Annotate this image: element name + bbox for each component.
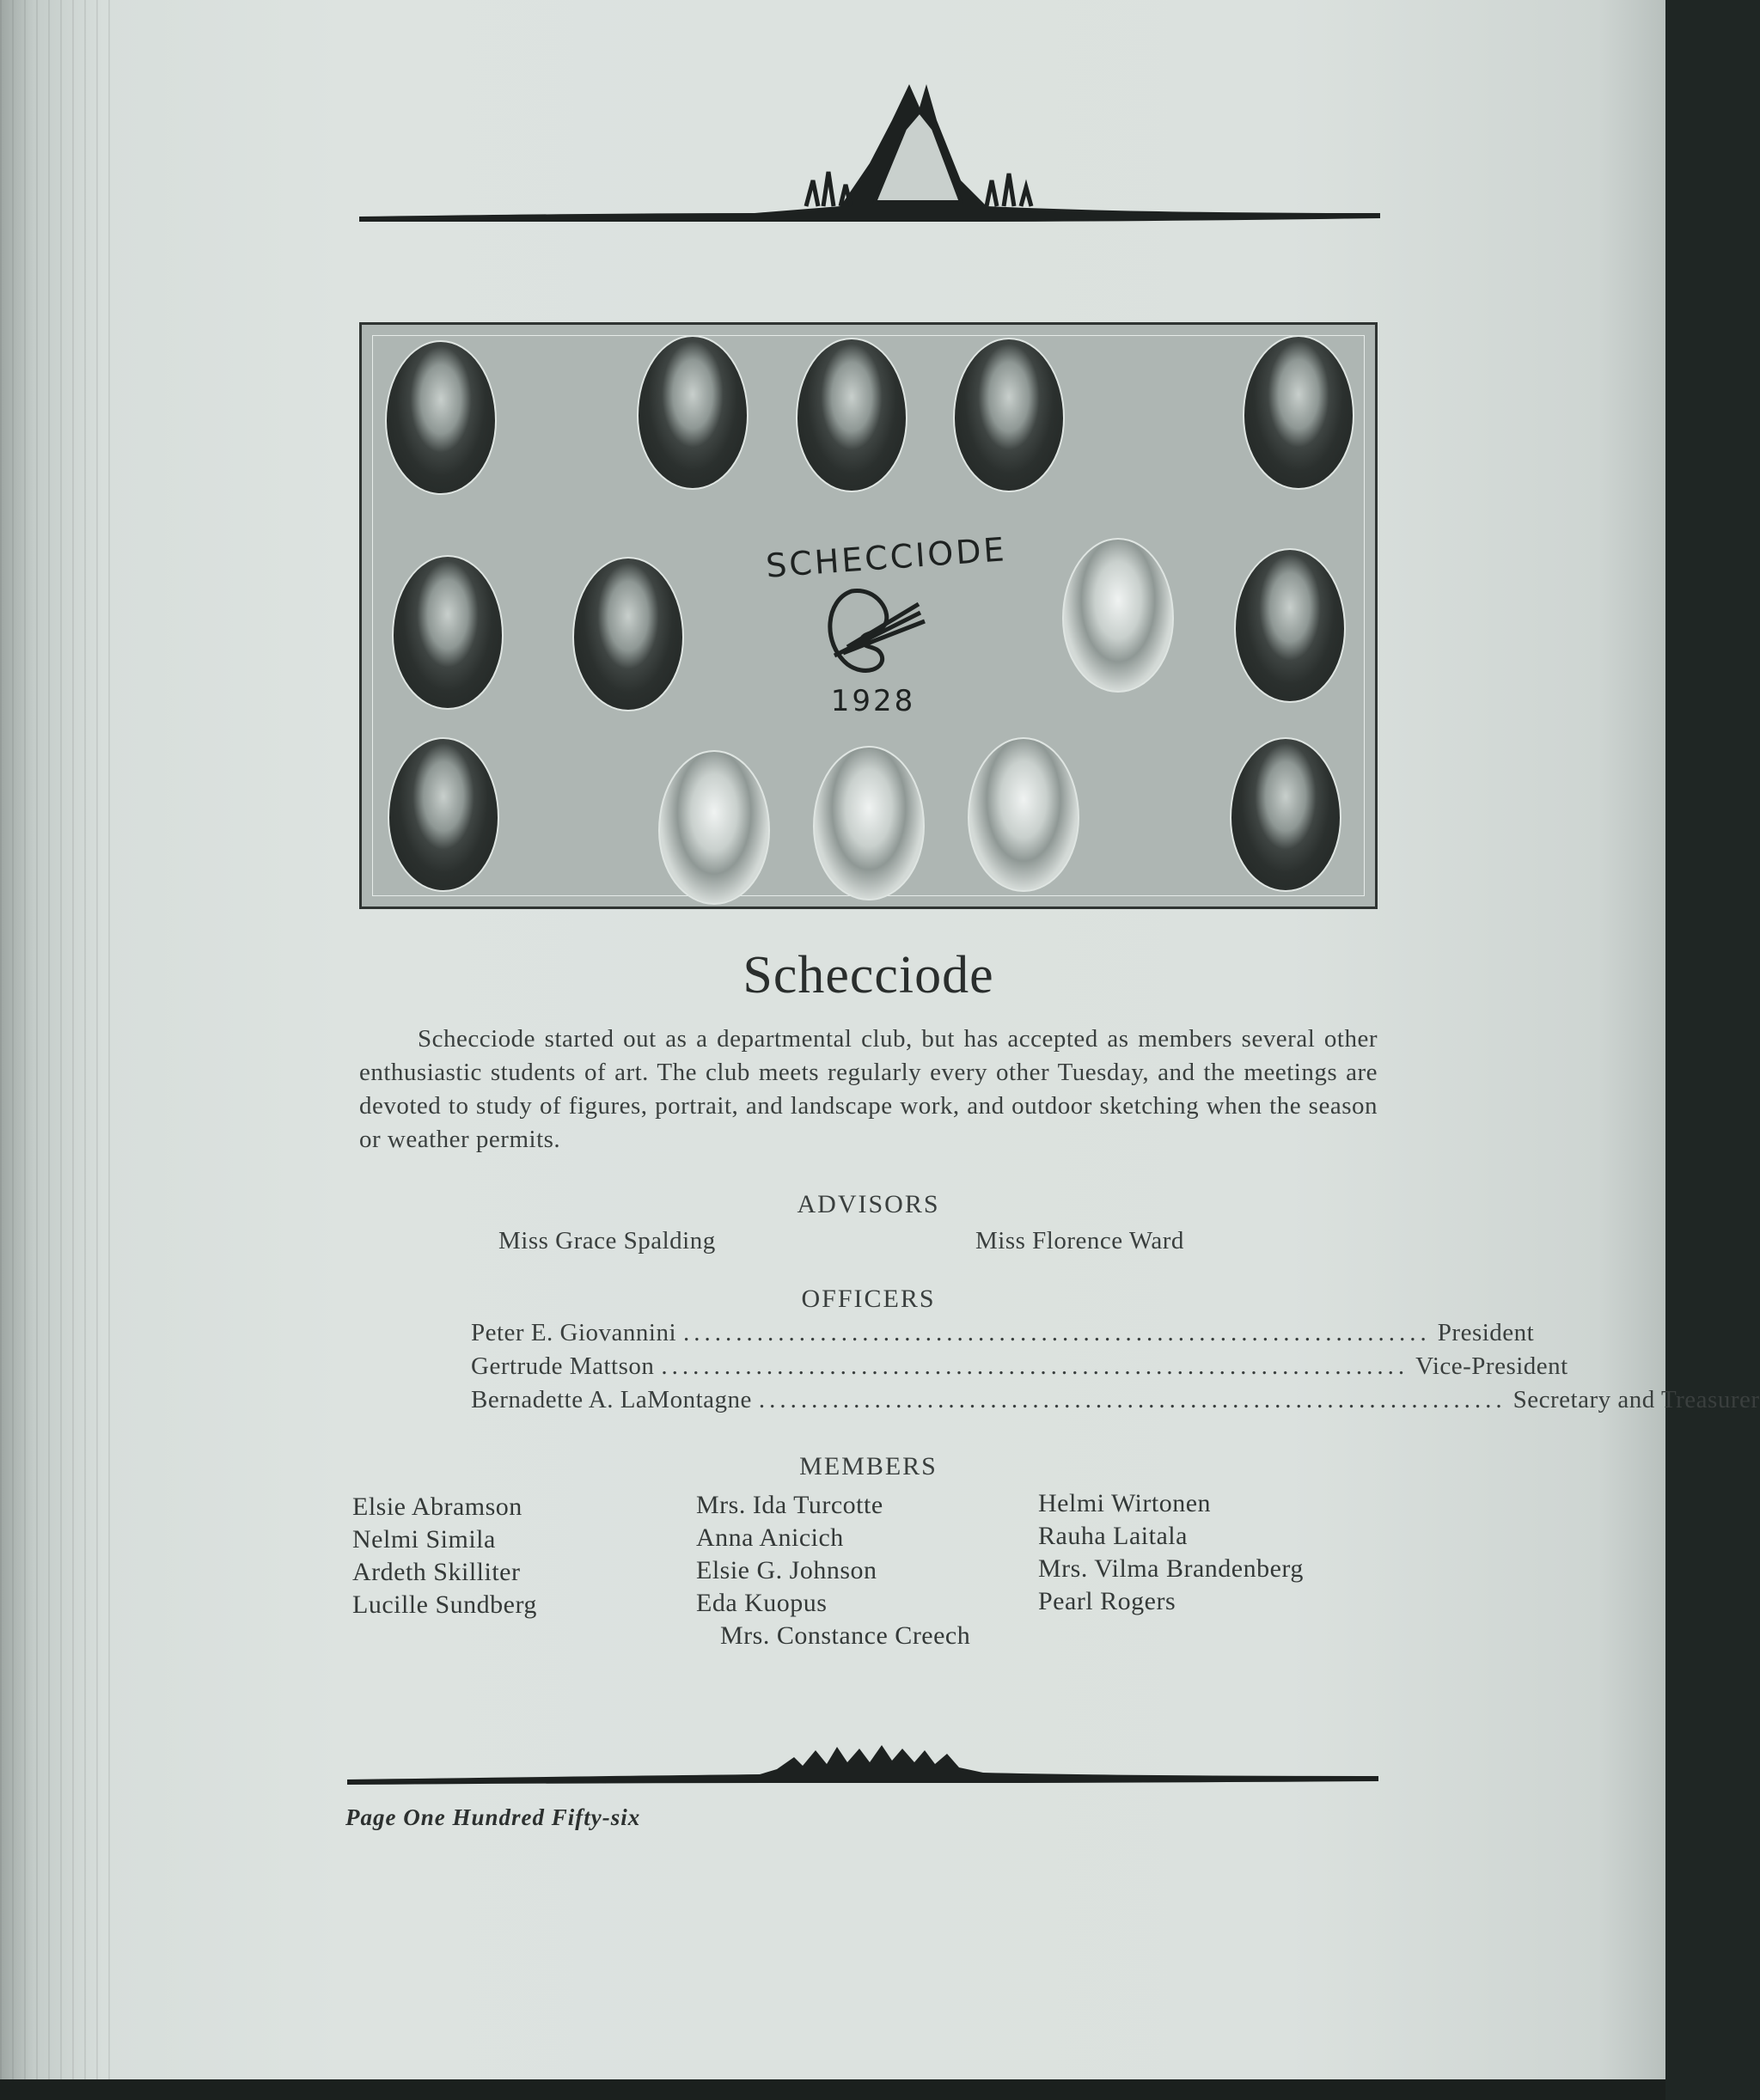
members-column-3 — [1038, 1487, 1304, 1618]
member-name: Nelmi Simila — [352, 1525, 496, 1554]
officer-row — [471, 1352, 1568, 1385]
member-portrait — [813, 746, 925, 900]
member-portrait — [1243, 335, 1354, 490]
member-name: Pearl Rogers — [1038, 1587, 1176, 1615]
advisors-heading: ADVISORS — [797, 1190, 940, 1218]
club-description: Schecciode started out as a departmental club, but has accepted as members several other enthusiastic students of art. The club meets regularly every other Tuesday, and the meetings are devoted to study of figures, portrait, and landscape work, and outdoor sketching when the season or weather permits. — [359, 1025, 1378, 1153]
officer-role: President — [1437, 1319, 1535, 1346]
members-column-2 — [696, 1489, 970, 1652]
member-portrait — [796, 338, 908, 492]
member-name: Rauha Laitala — [1038, 1522, 1188, 1550]
officers-heading: OFFICERS — [801, 1285, 936, 1313]
members-heading: MEMBERS — [799, 1452, 938, 1480]
member-portrait — [392, 555, 504, 710]
member-name: Elsie G. Johnson — [696, 1556, 877, 1584]
officer-row — [471, 1386, 1760, 1419]
page-title: Schecciode — [742, 946, 994, 1004]
officer-row — [471, 1319, 1535, 1352]
club-emblem — [764, 530, 1008, 729]
member-name: Mrs. Ida Turcotte — [696, 1491, 883, 1519]
advisor-name: Miss Grace Spalding — [498, 1227, 716, 1255]
treeline-ornament-icon — [347, 1731, 1378, 1783]
member-name: Elsie Abramson — [352, 1493, 522, 1521]
member-portrait — [968, 737, 1079, 892]
leader-dots: ....................................................................... — [758, 1386, 1506, 1413]
member-portrait — [388, 737, 499, 892]
member-name: Ardeth Skilliter — [352, 1558, 521, 1586]
member-name: Helmi Wirtonen — [1038, 1489, 1212, 1517]
member-portrait — [953, 338, 1065, 492]
member-name: Eda Kuopus — [696, 1589, 828, 1617]
member-portrait — [572, 557, 684, 711]
member-photo-collage — [359, 322, 1378, 909]
officer-name: Gertrude Mattson — [471, 1352, 655, 1380]
officer-role: Secretary and Treasurer — [1512, 1386, 1760, 1413]
member-portrait — [658, 750, 770, 905]
scan-bottom-edge — [0, 2079, 1665, 2100]
book-page-edges — [0, 0, 112, 2079]
officer-name: Peter E. Giovannini — [471, 1319, 677, 1346]
officer-name: Bernadette A. LaMontagne — [471, 1386, 752, 1413]
member-portrait — [1062, 538, 1174, 693]
teepee-ornament-icon — [359, 77, 1380, 228]
palette-brushes-icon — [817, 583, 929, 677]
page-number: Page One Hundred Fifty-six — [345, 1804, 641, 1830]
leader-dots: ....................................................................... — [683, 1319, 1431, 1346]
emblem-year: 1928 — [830, 684, 916, 718]
advisor-name: Miss Florence Ward — [975, 1227, 1184, 1255]
officer-role: Vice-President — [1415, 1352, 1568, 1380]
member-portrait — [385, 340, 497, 495]
member-name: Mrs. Constance Creech — [720, 1621, 971, 1650]
member-name: Anna Anicich — [696, 1523, 844, 1552]
member-name: Mrs. Vilma Brandenberg — [1038, 1554, 1304, 1583]
member-name: Lucille Sundberg — [352, 1590, 537, 1619]
leader-dots: ....................................................................... — [661, 1352, 1409, 1380]
member-portrait — [637, 335, 749, 490]
member-portrait — [1234, 548, 1346, 703]
emblem-title: SCHECCIODE — [764, 530, 1008, 585]
member-portrait — [1230, 737, 1341, 892]
members-column-1 — [352, 1491, 537, 1621]
